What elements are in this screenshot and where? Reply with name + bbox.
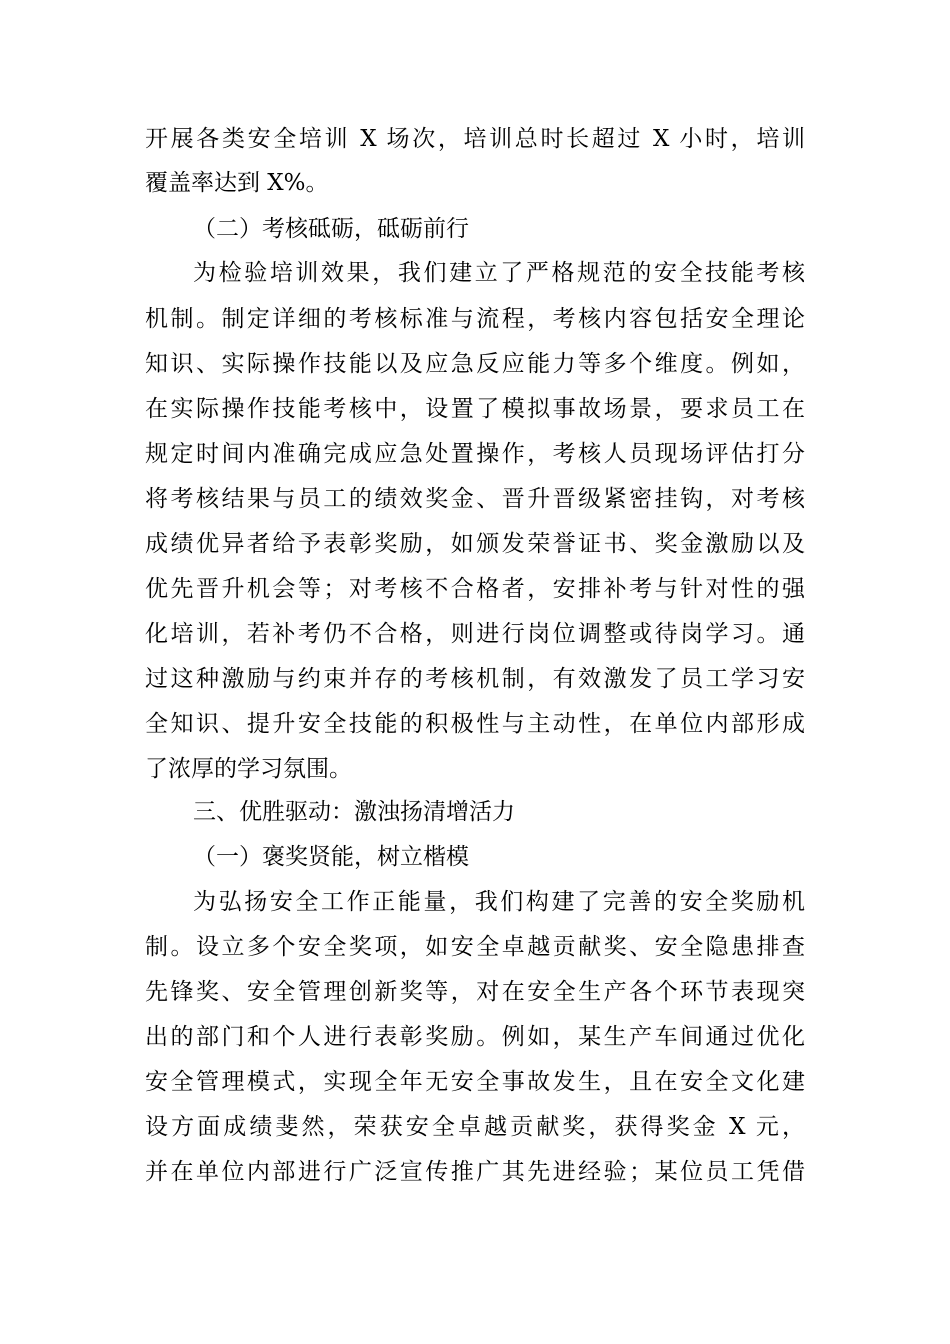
paragraph-line: 将考核结果与员工的绩效奖金、晋升晋级紧密挂钩，对考核 (145, 486, 805, 512)
paragraph-line: 过这种激励与约束并存的考核机制，有效激发了员工学习安 (145, 666, 805, 692)
paragraph-line: 制。设立多个安全奖项，如安全卓越贡献奖、安全隐患排查 (145, 934, 805, 960)
paragraph-line: 优先晋升机会等；对考核不合格者，安排补考与针对性的强 (145, 576, 805, 602)
paragraph-line: 知识、实际操作技能以及应急反应能力等多个维度。例如， (145, 351, 805, 377)
paragraph-line: 安全管理模式，实现全年无安全事故发生，且在安全文化建 (145, 1069, 805, 1095)
paragraph-line: 开展各类安全培训 X 场次，培训总时长超过 X 小时，培训 (145, 126, 805, 152)
paragraph-line: 了浓厚的学习氛围。 (145, 756, 352, 782)
section-heading: 三、优胜驱动：激浊扬清增活力 (193, 799, 515, 825)
paragraph-line: 全知识、提升安全技能的积极性与主动性，在单位内部形成 (145, 711, 805, 737)
paragraph-line: 机制。制定详细的考核标准与流程，考核内容包括安全理论 (145, 306, 805, 332)
paragraph-line: 覆盖率达到 X%。 (145, 170, 329, 196)
paragraph-line: 规定时间内准确完成应急处置操作，考核人员现场评估打分 (145, 441, 805, 467)
section-subheading: （二）考核砥砺，砥砺前行 (193, 216, 469, 242)
paragraph-line: 设方面成绩斐然，荣获安全卓越贡献奖，获得奖金 X 元， (145, 1114, 805, 1140)
section-subheading: （一）褒奖贤能，树立楷模 (193, 844, 469, 870)
paragraph-line: 化培训，若补考仍不合格，则进行岗位调整或待岗学习。通 (145, 621, 805, 647)
paragraph-line: 为弘扬安全工作正能量，我们构建了完善的安全奖励机 (193, 889, 805, 915)
paragraph-line: 在实际操作技能考核中，设置了模拟事故场景，要求员工在 (145, 396, 805, 422)
paragraph-line: 先锋奖、安全管理创新奖等，对在安全生产各个环节表现突 (145, 979, 805, 1005)
paragraph-line: 为检验培训效果，我们建立了严格规范的安全技能考核 (193, 260, 805, 286)
paragraph-line: 出的部门和个人进行表彰奖励。例如，某生产车间通过优化 (145, 1024, 805, 1050)
paragraph-line: 成绩优异者给予表彰奖励，如颁发荣誉证书、奖金激励以及 (145, 531, 805, 557)
paragraph-line: 并在单位内部进行广泛宣传推广其先进经验；某位员工凭借 (145, 1159, 805, 1185)
